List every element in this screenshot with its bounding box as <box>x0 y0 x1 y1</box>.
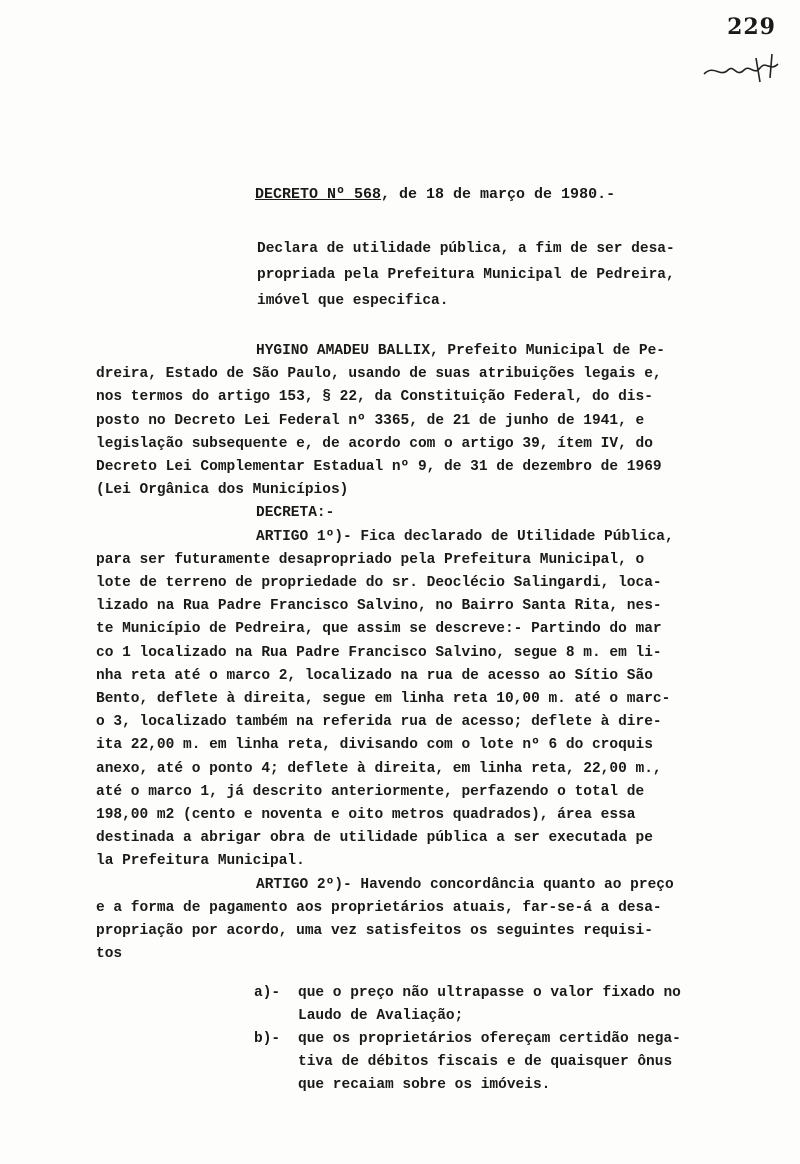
summary-line: imóvel que especifica. <box>257 293 449 309</box>
item-line: que os proprietários ofereçam certidão nega- <box>298 1031 681 1047</box>
article-1-line: ita 22,00 m. em linha reta, divisando com o lote nº 6 do croquis <box>96 737 653 754</box>
article-2-line: ARTIGO 2º)- Havendo concordância quanto ao preço <box>256 876 674 893</box>
preamble-line: HYGINO AMADEU BALLIX, Prefeito Municipal de Pe- <box>256 343 665 359</box>
article-1-line: até o marco 1, já descrito anteriormente, perfazendo o total de <box>96 783 645 800</box>
decree-title <box>255 186 615 203</box>
article-1-line: nha reta até o marco 2, localizado na rua de acesso ao Sítio São <box>96 667 653 684</box>
summary-line: Declara de utilidade pública, a fim de ser desa- <box>257 241 675 257</box>
item-line: Laudo de Avaliação; <box>298 1008 464 1024</box>
article-1-line: para ser futuramente desapropriado pela Prefeitura Municipal, o <box>96 551 645 568</box>
article-1-line: la Prefeitura Municipal. <box>96 853 305 870</box>
decree-date: , de 18 de março de 1980.- <box>381 186 616 203</box>
article-1-line: lote de terreno de propriedade do sr. Deoclécio Salingardi, loca- <box>96 575 662 592</box>
article-1-line: te Município de Pedreira, que assim se descreve:- Partindo do mar <box>96 621 662 638</box>
article-1-line: 198,00 m2 (cento e noventa e oito metros quadrados), área essa <box>96 807 636 824</box>
requirements-list <box>254 982 724 1097</box>
item-marker: a)- <box>254 985 281 1001</box>
list-item <box>254 982 724 1028</box>
article-1-line: co 1 localizado na Rua Padre Francisco Salvino, segue 8 m. em li- <box>96 644 662 661</box>
page-number: 229 <box>727 14 776 40</box>
summary-line: propriada pela Prefeitura Municipal de Pedreira, <box>257 267 675 283</box>
item-marker: b)- <box>254 1031 281 1047</box>
decree-number: DECRETO Nº 568 <box>255 186 382 203</box>
preamble-line: nos termos do artigo 153, § 22, da Constituição Federal, do dis- <box>96 389 653 406</box>
preamble-line: Decreto Lei Complementar Estadual nº 9, de 31 de dezembro de 1969 <box>96 459 662 476</box>
article-2-line: tos <box>96 946 123 963</box>
decree-summary <box>257 236 707 314</box>
item-line: que recaiam sobre os imóveis. <box>298 1077 551 1093</box>
item-line: que o preço não ultrapasse o valor fixado no <box>298 985 681 1001</box>
list-item <box>254 1028 724 1097</box>
decreta-heading: DECRETA:- <box>256 505 335 522</box>
preamble-line: legislação subsequente e, de acordo com o artigo 39, ítem IV, do <box>96 435 653 452</box>
article-1-line: o 3, localizado também na referida rua de acesso; deflete à dire- <box>96 714 662 731</box>
preamble-line: (Lei Orgânica dos Municípios) <box>96 482 349 499</box>
article-1-line: destinada a abrigar obra de utilidade pública a ser executada pe <box>96 830 653 847</box>
decree-body <box>96 340 716 966</box>
article-1-line: lizado na Rua Padre Francisco Salvino, no Bairro Santa Rita, nes- <box>96 598 662 615</box>
article-1-line: ARTIGO 1º)- Fica declarado de Utilidade Pública, <box>256 528 674 545</box>
article-2-line: e a forma de pagamento aos proprietários atuais, far-se-á a desa- <box>96 899 662 916</box>
preamble-line: dreira, Estado de São Paulo, usando de suas atribuições legais e, <box>96 366 662 383</box>
article-1-line: Bento, deflete à direita, segue em linha reta 10,00 m. até o marc- <box>96 691 671 708</box>
initials-signature-icon <box>700 48 790 88</box>
preamble-line: posto no Decreto Lei Federal nº 3365, de 21 de junho de 1941, e <box>96 412 645 429</box>
article-1-line: anexo, até o ponto 4; deflete à direita, em linha reta, 22,00 m., <box>96 760 662 777</box>
article-2-line: propriação por acordo, uma vez satisfeitos os seguintes requisi- <box>96 923 653 940</box>
item-line: tiva de débitos fiscais e de quaisquer ônus <box>298 1054 673 1070</box>
